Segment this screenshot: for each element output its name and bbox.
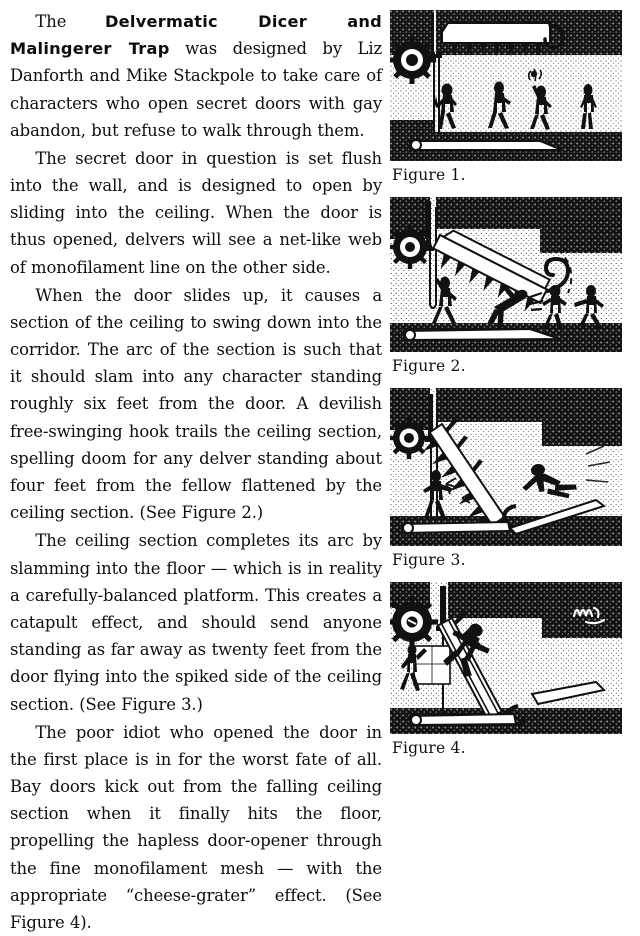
figure-2-illustration (390, 197, 622, 352)
paragraph-secret-door: The secret door in question is set flush into the wall, and is designed to open by sliding into the ceiling. When the door is thus opened, delvers will see a net-like web of monofilament line on the other side. (10, 148, 382, 277)
trap-title: Delvermatic Dicer and Malingerer Trap (10, 12, 383, 59)
paragraph-catapult: The ceiling section completes its arc by slamming into the floor — which is in reality a carefully-balanced platform. This creates a catapult effect, and should send anyone standing as far away as twenty feet from the door flying into the spiked side of the ceiling section. (See Figure 3.) (10, 531, 382, 714)
figure-1-illustration (390, 10, 622, 161)
figure-4-illustration (390, 582, 622, 734)
figure-column (386, 0, 640, 758)
figure-3-caption: Figure 3. (392, 551, 466, 569)
figure-1-caption: Figure 1. (392, 166, 466, 184)
figure-block-1 (390, 10, 634, 185)
paragraph-door-opener: The poor idiot who opened the door in the first place is in for the worst fate of all. Bay doors kick out from the falling ceiling section when it finally hits the floor, propelling the hapless door-opener through the fine monofilament mesh — with the appropriate “cheese-grater” effect. (See Figure 4). (10, 722, 382, 932)
figure-block-4 (390, 582, 634, 758)
figure-3-illustration (390, 388, 622, 546)
figure-block-2 (390, 197, 634, 376)
figure-block-3 (390, 388, 634, 570)
paragraph-ceiling-swing: When the door slides up, it causes a section of the ceiling to swing down into the corridor. The arc of the section is such that it should slam into any character standing roughly six feet from the door. A devilish free-swinging hook trails the ceiling section, spelling doom for any delver standing about four feet from the fellow flattened by the ceiling section. (See Figure 2.) (10, 285, 382, 523)
paragraph-lead-in: The (35, 12, 105, 31)
paragraph-intro (10, 8, 382, 144)
paragraph-intro-rest: was designed by Liz Danforth and Mike Stackpole to take care of characters who open secret doors with gay abandon, but refuse to walk through them. (10, 39, 382, 140)
figure-4-caption: Figure 4. (392, 739, 466, 757)
figure-2-caption: Figure 2. (392, 357, 466, 375)
